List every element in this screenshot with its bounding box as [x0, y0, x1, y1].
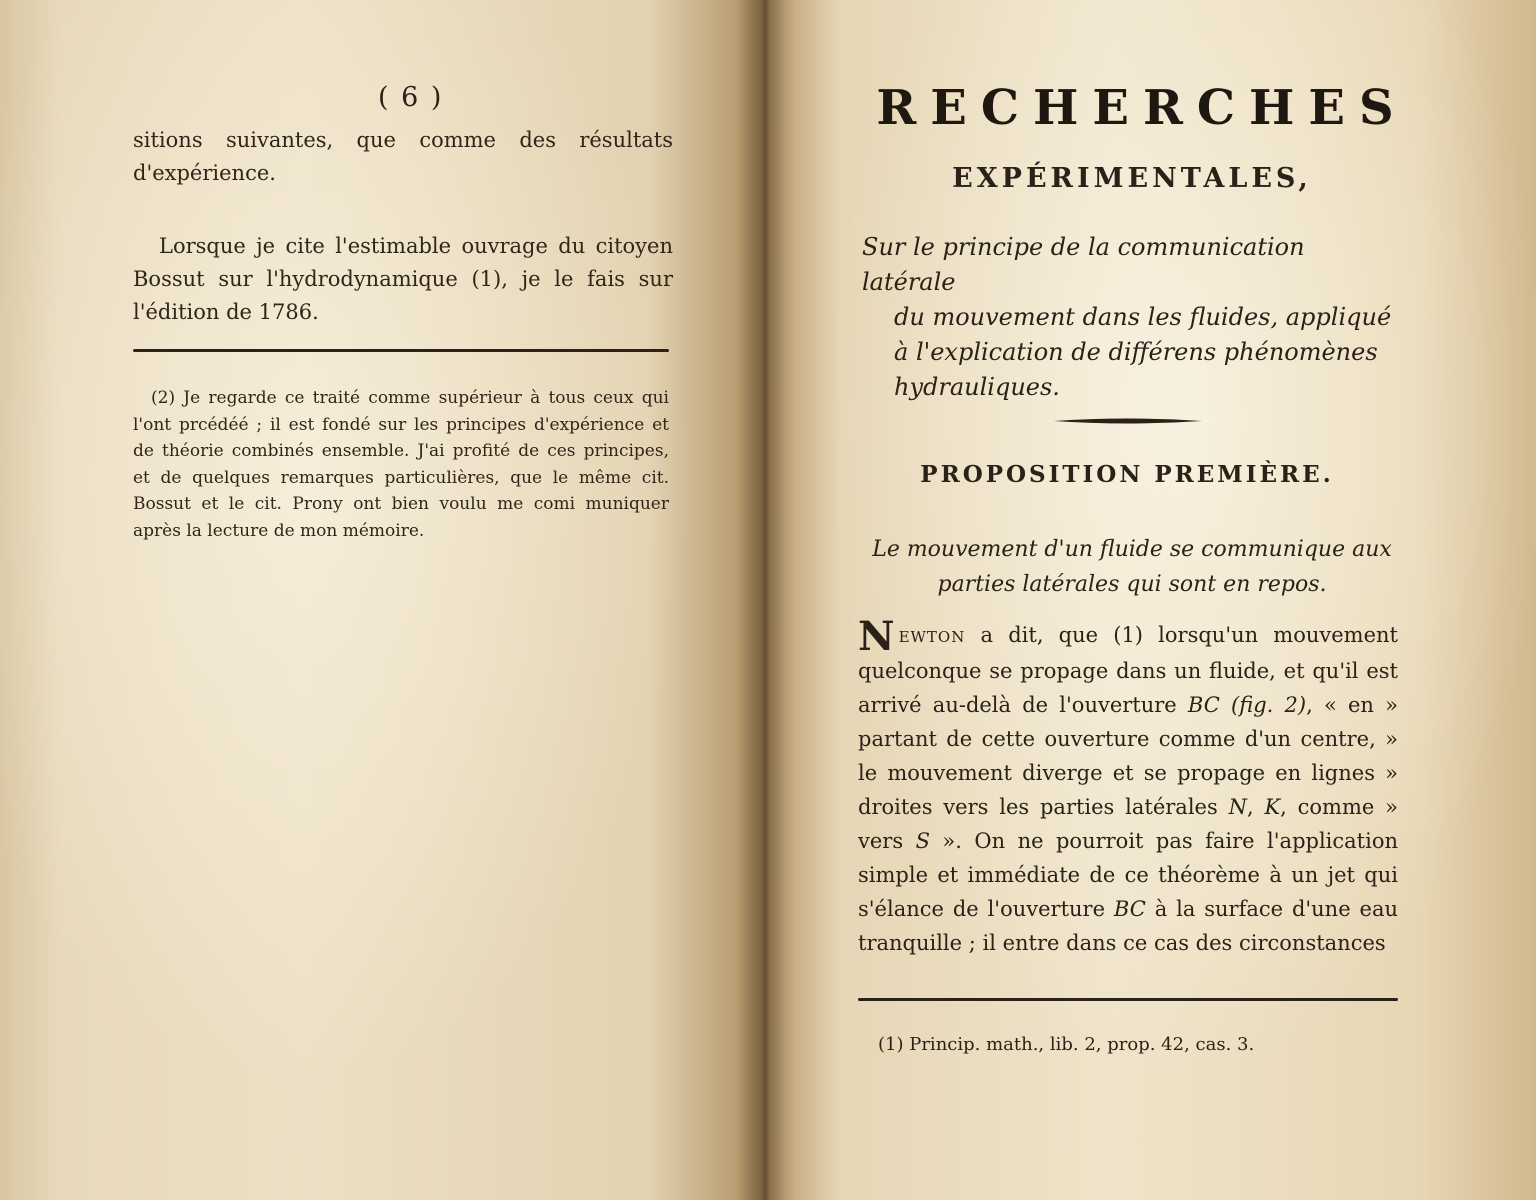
footnote-rule [133, 349, 669, 352]
right-page [762, 0, 1536, 1200]
chapter-subtitle [862, 230, 1402, 405]
newton-smallcaps: EWTON [898, 628, 966, 646]
subtitle-continuation: du mouvement dans les fluides, appliqué à l'explication de différens phénomènes hydrauliques. [894, 303, 1392, 401]
ornament-rule [1054, 417, 1202, 425]
ref-bc: BC [1187, 693, 1220, 717]
footnote-rule-right [858, 998, 1398, 1001]
body-part-1: a dit, que (1) lorsqu'un mouvement quelconque se propage dans un fluide, et qu'il est arrivé au-delà de l'ouverture [858, 623, 1398, 717]
body-part-3: , comme » vers [858, 795, 1398, 853]
page-number: ( 6 ) [378, 82, 444, 113]
drop-cap: N [858, 613, 895, 660]
ref-k: K [1264, 795, 1281, 819]
right-footnote: (1) Princip. math., lib. 2, prop. 42, cas. 3. [878, 1034, 1255, 1055]
body-part-2: , « en » partant de cette ouverture comme d'un centre, » le mouvement diverge et se propage en lignes » droites vers les parties latérales [858, 693, 1398, 819]
left-page [0, 0, 762, 1200]
proposition-statement: Le mouvement d'un fluide se communique aux parties latérales qui sont en repos. [872, 537, 1392, 597]
left-paragraph-2: Lorsque je cite l'estimable ouvrage du citoyen Bossut sur l'hydrodynamique (1), je le fais sur l'édition de 1786. [133, 234, 673, 324]
left-footnote: (2) Je regarde ce traité comme supérieur à tous ceux qui l'ont prcédéé ; il est fondé sur les principes d'expérience et de théorie combinés ensemble. J'ai profité de ces principes, et de quelques remarques particulières, que le même cit. Bossut et le cit. Prony ont bien voulu me comi muniquer après la lecture de mon mémoire. [133, 388, 669, 541]
page-subtitle: EXPÉRIMENTALES, [952, 163, 1312, 194]
ref-bc-2: BC [1113, 897, 1146, 921]
body-part-5: à la surface d'une eau tranquille ; il entre dans ce cas des circonstances [858, 897, 1399, 955]
ref-n: N [1228, 795, 1247, 819]
subtitle-line-1: Sur le principe de la communication latérale [862, 233, 1305, 296]
proposition-heading: PROPOSITION PREMIÈRE. [920, 461, 1334, 488]
ref-s: S [915, 829, 930, 853]
body-paragraph [858, 613, 1399, 960]
ref-fig: (fig. 2) [1219, 693, 1307, 717]
page-title: RECHERCHES [876, 80, 1408, 136]
ref-separator: , [1246, 795, 1265, 819]
left-paragraph-1: sitions suivantes, que comme des résultats d'expérience. [133, 128, 673, 185]
body-part-4: ». On ne pourroit pas faire l'application simple et immédiate de ce théorème à un jet qui s'élance de l'ouverture [858, 829, 1398, 921]
